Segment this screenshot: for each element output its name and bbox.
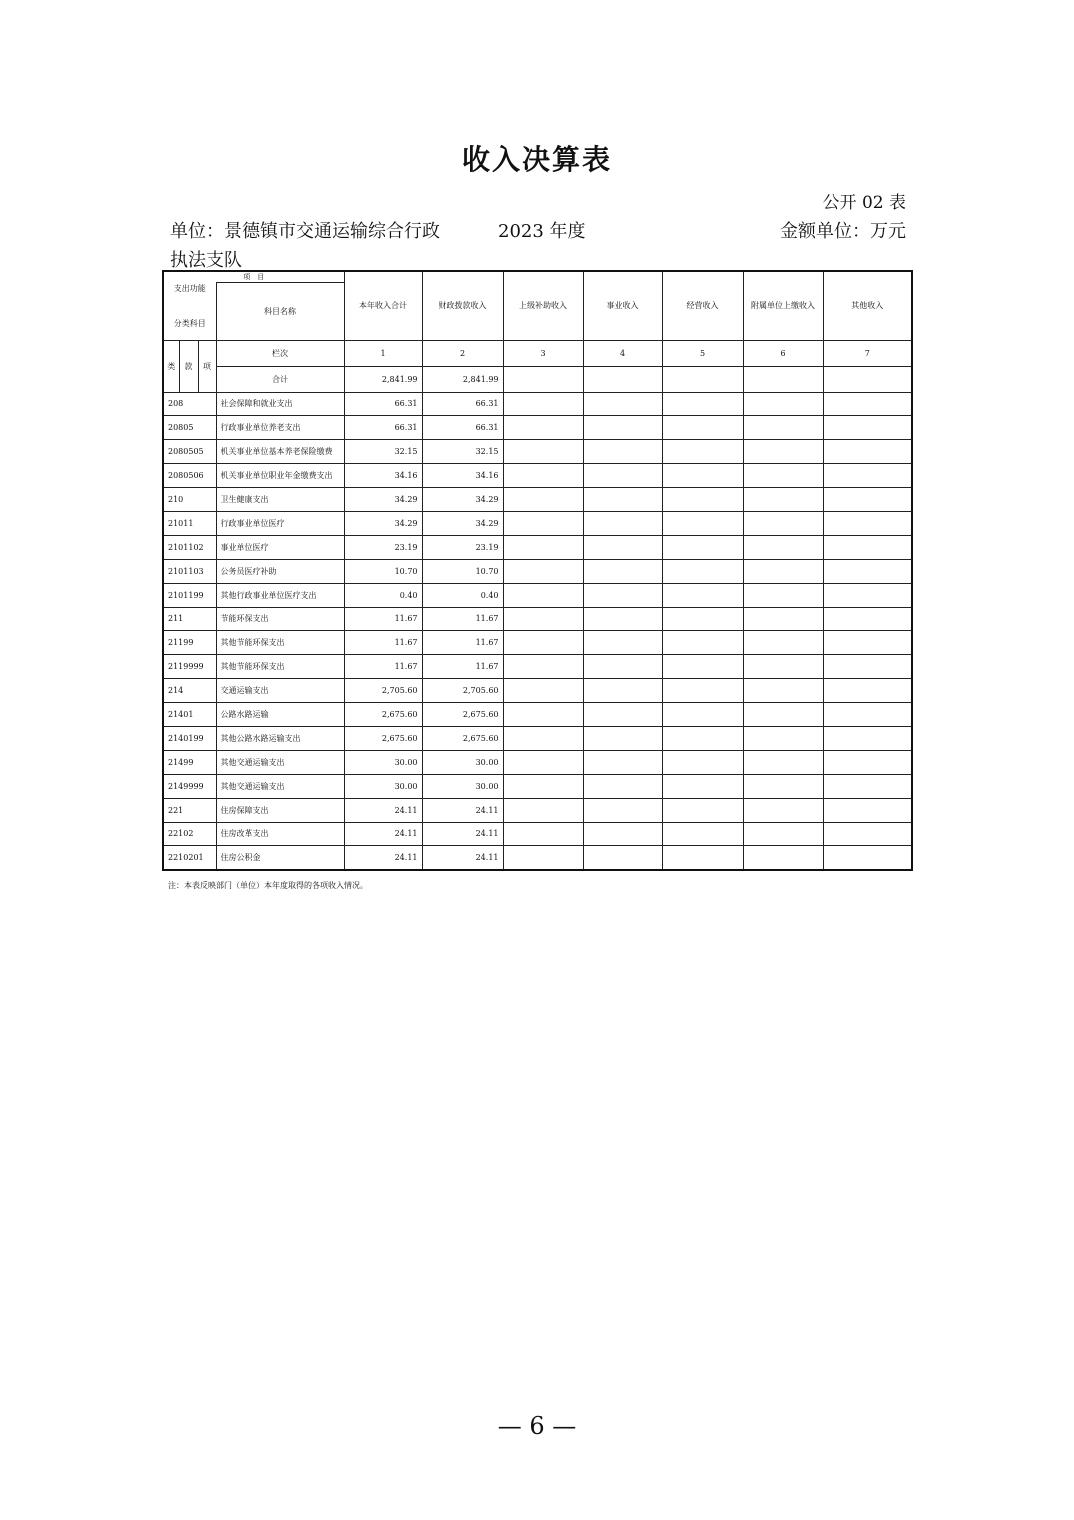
xiang-header: 项 (198, 340, 216, 392)
row-code: 2101102 (163, 535, 216, 559)
row-superior-subsidy (503, 488, 583, 512)
row-fiscal-income: 66.31 (422, 416, 503, 440)
row-operating-income (662, 440, 743, 464)
row-operating-income (662, 416, 743, 440)
row-other-income (823, 392, 912, 416)
row-affiliated-income (743, 583, 823, 607)
total-value-5 (662, 366, 743, 392)
row-subject-name: 行政事业单位医疗 (216, 511, 344, 535)
table-row (163, 679, 912, 703)
row-business-income (583, 559, 662, 583)
row-total-income: 11.67 (344, 631, 422, 655)
row-business-income (583, 822, 662, 846)
income-table (162, 270, 913, 871)
row-other-income (823, 655, 912, 679)
row-code: 214 (163, 679, 216, 703)
row-affiliated-income (743, 392, 823, 416)
row-superior-subsidy (503, 774, 583, 798)
row-subject-name: 机关事业单位基本养老保险缴费 (216, 440, 344, 464)
row-total-income: 24.11 (344, 846, 422, 870)
table-row (163, 726, 912, 750)
row-total-income: 11.67 (344, 655, 422, 679)
row-other-income (823, 774, 912, 798)
row-fiscal-income: 11.67 (422, 655, 503, 679)
row-code: 221 (163, 798, 216, 822)
page-number: — 6 — (497, 1412, 577, 1440)
row-subject-name: 机关事业单位职业年金缴费支出 (216, 464, 344, 488)
row-total-income: 30.00 (344, 750, 422, 774)
col-number-2: 2 (422, 340, 503, 366)
row-operating-income (662, 392, 743, 416)
row-business-income (583, 726, 662, 750)
footnote: 注：本表反映部门（单位）本年度取得的各项收入情况。 (168, 881, 368, 890)
row-superior-subsidy (503, 535, 583, 559)
total-value-7 (823, 366, 912, 392)
header-row-1 (163, 271, 912, 283)
row-code: 2119999 (163, 655, 216, 679)
row-fiscal-income: 23.19 (422, 535, 503, 559)
row-superior-subsidy (503, 559, 583, 583)
row-other-income (823, 750, 912, 774)
row-total-income: 10.70 (344, 559, 422, 583)
row-code: 2140199 (163, 726, 216, 750)
row-fiscal-income: 2,705.60 (422, 679, 503, 703)
col-header-6: 附属单位上缴收入 (743, 271, 823, 340)
table-row (163, 464, 912, 488)
table-row (163, 392, 912, 416)
row-fiscal-income: 24.11 (422, 798, 503, 822)
row-business-income (583, 583, 662, 607)
row-other-income (823, 464, 912, 488)
row-affiliated-income (743, 488, 823, 512)
row-code: 20805 (163, 416, 216, 440)
row-other-income (823, 846, 912, 870)
header-row-lanci (163, 340, 912, 366)
row-business-income (583, 631, 662, 655)
row-superior-subsidy (503, 416, 583, 440)
row-fiscal-income: 32.15 (422, 440, 503, 464)
row-superior-subsidy (503, 846, 583, 870)
row-superior-subsidy (503, 798, 583, 822)
row-business-income (583, 774, 662, 798)
row-fiscal-income: 24.11 (422, 846, 503, 870)
row-operating-income (662, 559, 743, 583)
func-class-header-line2: 分类科目 (163, 308, 216, 341)
row-affiliated-income (743, 679, 823, 703)
row-superior-subsidy (503, 822, 583, 846)
row-business-income (583, 607, 662, 631)
table-row (163, 822, 912, 846)
total-value-6 (743, 366, 823, 392)
row-subject-name: 节能环保支出 (216, 607, 344, 631)
row-fiscal-income: 24.11 (422, 822, 503, 846)
lei-header: 类 (163, 340, 179, 392)
page-title: 收入决算表 (461, 143, 612, 176)
row-operating-income (662, 822, 743, 846)
col-header-2: 财政拨款收入 (422, 271, 503, 340)
total-label: 合计 (216, 366, 344, 392)
col-number-6: 6 (743, 340, 823, 366)
row-other-income (823, 703, 912, 727)
row-subject-name: 行政事业单位养老支出 (216, 416, 344, 440)
row-subject-name: 其他交通运输支出 (216, 750, 344, 774)
table-row (163, 750, 912, 774)
row-code: 22102 (163, 822, 216, 846)
row-code: 208 (163, 392, 216, 416)
row-affiliated-income (743, 726, 823, 750)
row-total-income: 30.00 (344, 774, 422, 798)
row-operating-income (662, 535, 743, 559)
col-header-1: 本年收入合计 (344, 271, 422, 340)
row-other-income (823, 583, 912, 607)
row-affiliated-income (743, 559, 823, 583)
row-code: 2101199 (163, 583, 216, 607)
row-subject-name: 其他行政事业单位医疗支出 (216, 583, 344, 607)
table-row (163, 846, 912, 870)
row-operating-income (662, 488, 743, 512)
row-operating-income (662, 464, 743, 488)
row-business-income (583, 679, 662, 703)
row-total-income: 2,675.60 (344, 703, 422, 727)
col-header-3: 上级补助收入 (503, 271, 583, 340)
kuan-header: 款 (179, 340, 198, 392)
row-business-income (583, 464, 662, 488)
row-fiscal-income: 11.67 (422, 607, 503, 631)
row-other-income (823, 488, 912, 512)
total-value-3 (503, 366, 583, 392)
func-class-header-line1: 支出功能 (163, 283, 216, 308)
table-row (163, 655, 912, 679)
row-fiscal-income: 34.29 (422, 511, 503, 535)
row-fiscal-income: 2,675.60 (422, 726, 503, 750)
row-superior-subsidy (503, 511, 583, 535)
unit-label: 单位：景德镇市交通运输综合行政 (170, 221, 440, 242)
col-number-1: 1 (344, 340, 422, 366)
row-operating-income (662, 655, 743, 679)
row-fiscal-income: 30.00 (422, 750, 503, 774)
row-code: 211 (163, 607, 216, 631)
table-row (163, 511, 912, 535)
row-fiscal-income: 0.40 (422, 583, 503, 607)
col-number-7: 7 (823, 340, 912, 366)
row-subject-name: 住房保障支出 (216, 798, 344, 822)
row-superior-subsidy (503, 440, 583, 464)
row-superior-subsidy (503, 726, 583, 750)
row-operating-income (662, 583, 743, 607)
row-other-income (823, 679, 912, 703)
fiscal-year: 2023 年度 (498, 221, 586, 242)
row-total-income: 34.29 (344, 511, 422, 535)
row-other-income (823, 726, 912, 750)
row-total-income: 24.11 (344, 822, 422, 846)
row-affiliated-income (743, 464, 823, 488)
row-superior-subsidy (503, 607, 583, 631)
row-subject-name: 住房公积金 (216, 846, 344, 870)
total-row (163, 366, 912, 392)
row-other-income (823, 631, 912, 655)
row-superior-subsidy (503, 631, 583, 655)
unit-label-continued: 执法支队 (170, 250, 242, 271)
row-total-income: 66.31 (344, 416, 422, 440)
row-business-income (583, 798, 662, 822)
row-affiliated-income (743, 511, 823, 535)
row-business-income (583, 392, 662, 416)
row-total-income: 23.19 (344, 535, 422, 559)
row-affiliated-income (743, 416, 823, 440)
row-operating-income (662, 631, 743, 655)
row-business-income (583, 655, 662, 679)
row-operating-income (662, 774, 743, 798)
row-operating-income (662, 726, 743, 750)
table-row (163, 535, 912, 559)
col-header-7: 其他收入 (823, 271, 912, 340)
row-subject-name: 其他交通运输支出 (216, 774, 344, 798)
row-other-income (823, 440, 912, 464)
col-number-4: 4 (583, 340, 662, 366)
row-business-income (583, 416, 662, 440)
row-total-income: 24.11 (344, 798, 422, 822)
row-fiscal-income: 11.67 (422, 631, 503, 655)
row-other-income (823, 607, 912, 631)
row-operating-income (662, 798, 743, 822)
row-business-income (583, 846, 662, 870)
row-code: 2210201 (163, 846, 216, 870)
row-fiscal-income: 30.00 (422, 774, 503, 798)
money-unit: 金额单位：万元 (780, 221, 906, 242)
row-affiliated-income (743, 655, 823, 679)
table-row (163, 440, 912, 464)
row-total-income: 2,705.60 (344, 679, 422, 703)
row-total-income: 32.15 (344, 440, 422, 464)
row-superior-subsidy (503, 392, 583, 416)
row-affiliated-income (743, 798, 823, 822)
row-subject-name: 事业单位医疗 (216, 535, 344, 559)
row-business-income (583, 750, 662, 774)
row-other-income (823, 511, 912, 535)
row-operating-income (662, 703, 743, 727)
row-code: 21499 (163, 750, 216, 774)
row-superior-subsidy (503, 655, 583, 679)
row-total-income: 2,675.60 (344, 726, 422, 750)
row-affiliated-income (743, 822, 823, 846)
row-code: 21011 (163, 511, 216, 535)
row-affiliated-income (743, 774, 823, 798)
row-other-income (823, 559, 912, 583)
table-row (163, 798, 912, 822)
row-affiliated-income (743, 535, 823, 559)
col-header-4: 事业收入 (583, 271, 662, 340)
row-fiscal-income: 10.70 (422, 559, 503, 583)
row-code: 21401 (163, 703, 216, 727)
total-value-2: 2,841.99 (422, 366, 503, 392)
row-subject-name: 社会保障和就业支出 (216, 392, 344, 416)
row-affiliated-income (743, 440, 823, 464)
row-fiscal-income: 34.29 (422, 488, 503, 512)
row-code: 2080506 (163, 464, 216, 488)
row-fiscal-income: 2,675.60 (422, 703, 503, 727)
row-operating-income (662, 607, 743, 631)
row-fiscal-income: 34.16 (422, 464, 503, 488)
table-row (163, 774, 912, 798)
item-header: 项 目 (163, 271, 344, 283)
table-row (163, 607, 912, 631)
row-business-income (583, 488, 662, 512)
row-other-income (823, 535, 912, 559)
row-other-income (823, 416, 912, 440)
row-operating-income (662, 679, 743, 703)
row-total-income: 0.40 (344, 583, 422, 607)
table-row (163, 703, 912, 727)
row-total-income: 11.67 (344, 607, 422, 631)
total-value-1: 2,841.99 (344, 366, 422, 392)
row-superior-subsidy (503, 703, 583, 727)
row-code: 2080505 (163, 440, 216, 464)
col-number-3: 3 (503, 340, 583, 366)
row-business-income (583, 703, 662, 727)
subject-name-header: 科目名称 (216, 283, 344, 341)
row-business-income (583, 440, 662, 464)
row-code: 21199 (163, 631, 216, 655)
row-subject-name: 公路水路运输 (216, 703, 344, 727)
row-subject-name: 卫生健康支出 (216, 488, 344, 512)
row-business-income (583, 511, 662, 535)
table-row (163, 488, 912, 512)
table-row (163, 416, 912, 440)
row-business-income (583, 535, 662, 559)
col-header-5: 经营收入 (662, 271, 743, 340)
row-total-income: 66.31 (344, 392, 422, 416)
row-subject-name: 交通运输支出 (216, 679, 344, 703)
row-total-income: 34.16 (344, 464, 422, 488)
row-subject-name: 其他节能环保支出 (216, 631, 344, 655)
row-code: 2149999 (163, 774, 216, 798)
row-total-income: 34.29 (344, 488, 422, 512)
row-affiliated-income (743, 750, 823, 774)
row-other-income (823, 822, 912, 846)
row-fiscal-income: 66.31 (422, 392, 503, 416)
table-row (163, 583, 912, 607)
table-row (163, 559, 912, 583)
row-affiliated-income (743, 607, 823, 631)
row-operating-income (662, 846, 743, 870)
row-superior-subsidy (503, 750, 583, 774)
row-operating-income (662, 511, 743, 535)
row-affiliated-income (743, 703, 823, 727)
form-number: 公开 02 表 (822, 193, 906, 213)
row-subject-name: 公务员医疗补助 (216, 559, 344, 583)
row-affiliated-income (743, 631, 823, 655)
row-affiliated-income (743, 846, 823, 870)
row-subject-name: 住房改革支出 (216, 822, 344, 846)
table-row (163, 631, 912, 655)
row-code: 2101103 (163, 559, 216, 583)
row-superior-subsidy (503, 583, 583, 607)
total-value-4 (583, 366, 662, 392)
col-number-5: 5 (662, 340, 743, 366)
row-superior-subsidy (503, 679, 583, 703)
row-superior-subsidy (503, 464, 583, 488)
row-other-income (823, 798, 912, 822)
row-operating-income (662, 750, 743, 774)
row-code: 210 (163, 488, 216, 512)
row-subject-name: 其他公路水路运输支出 (216, 726, 344, 750)
lanci-label: 栏次 (216, 340, 344, 366)
row-subject-name: 其他节能环保支出 (216, 655, 344, 679)
